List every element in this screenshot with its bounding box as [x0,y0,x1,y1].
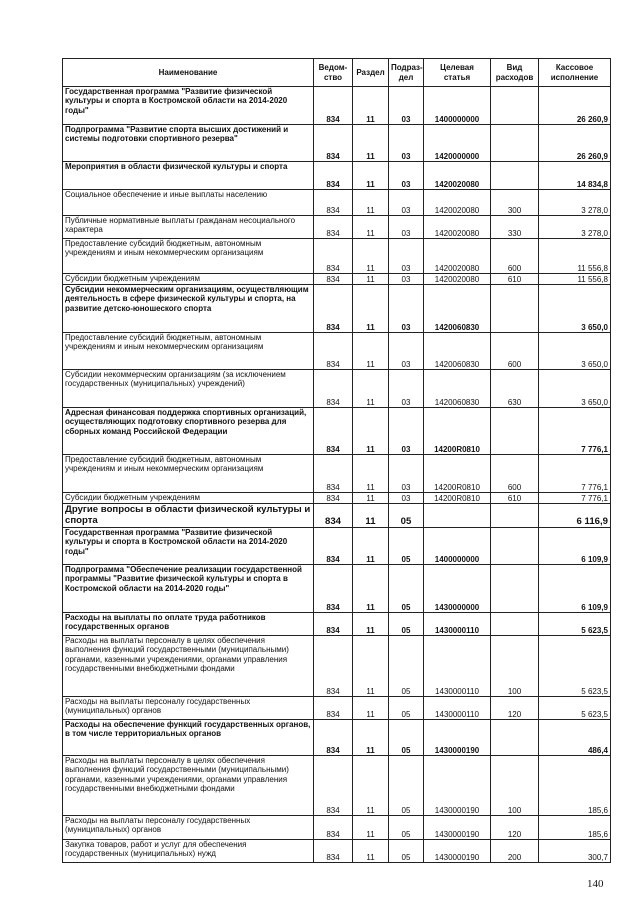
row-subsection: 03 [389,87,424,125]
table-row [63,216,611,239]
row-type: 120 [491,816,539,840]
row-dept: 834 [314,613,353,636]
row-section: 11 [353,504,389,528]
row-dept: 834 [314,125,353,162]
row-type: 600 [491,455,539,493]
row-subsection: 03 [389,285,424,333]
row-name: Подпрограмма "Обеспечение реализации государственной программы "Развитие физической культуры и спорта в Костромской области на 2014-2020 годы" [63,565,314,613]
table-row [63,190,611,216]
row-type: 200 [491,840,539,863]
row-subsection: 05 [389,697,424,720]
row-section: 11 [353,756,389,816]
row-name: Расходы на выплаты персоналу в целях обеспечения выполнения функций государственными (муниципальными) органами, казенными учреждениями, органами управления государственными внебюджетными фондами [63,636,314,697]
row-cash: 6 109,9 [539,528,611,565]
row-cash: 5 623,5 [539,697,611,720]
row-type [491,565,539,613]
row-target: 1430000000 [424,565,491,613]
row-target: 14200R0810 [424,408,491,455]
row-subsection: 05 [389,636,424,697]
table-row [63,162,611,190]
row-subsection: 05 [389,756,424,816]
row-target: 1400000000 [424,87,491,125]
row-cash: 3 650,0 [539,333,611,370]
row-subsection: 05 [389,528,424,565]
row-cash: 3 278,0 [539,216,611,239]
row-name: Публичные нормативные выплаты гражданам несоциального характера [63,216,314,239]
row-type [491,613,539,636]
table-row [63,636,611,697]
row-subsection: 03 [389,162,424,190]
header-dept: Ведом-ство [314,59,353,87]
table-row [63,504,611,528]
row-name: Субсидии бюджетным учреждениям [63,493,314,504]
row-dept: 834 [314,87,353,125]
table-row [63,816,611,840]
row-cash: 486,4 [539,720,611,756]
row-dept: 834 [314,840,353,863]
row-dept: 834 [314,565,353,613]
row-target: 1430000110 [424,636,491,697]
row-target: 1420020080 [424,239,491,274]
page-number: 140 [587,878,604,890]
row-type [491,720,539,756]
row-name: Расходы на выплаты персоналу государственных (муниципальных) органов [63,816,314,840]
table-row [63,565,611,613]
row-type [491,162,539,190]
row-target: 1420020080 [424,190,491,216]
row-target: 1420060830 [424,333,491,370]
row-name: Государственная программа "Развитие физической культуры и спорта в Костромской области на 2014-2020 годы" [63,87,314,125]
row-name: Расходы на выплаты персоналу государственных (муниципальных) органов [63,697,314,720]
table-row [63,720,611,756]
table-row [63,455,611,493]
row-section: 11 [353,190,389,216]
row-dept: 834 [314,239,353,274]
row-type [491,528,539,565]
row-section: 11 [353,370,389,408]
table-row [63,697,611,720]
row-cash: 5 623,5 [539,636,611,697]
row-dept: 834 [314,493,353,504]
row-section: 11 [353,333,389,370]
row-type: 600 [491,239,539,274]
row-cash: 11 556,8 [539,239,611,274]
row-section: 11 [353,613,389,636]
row-subsection: 05 [389,504,424,528]
row-dept: 834 [314,816,353,840]
row-target [424,504,491,528]
row-name: Предоставление субсидий бюджетным, автономным учреждениям и иным некоммерческим организациям [63,239,314,274]
row-dept: 834 [314,370,353,408]
row-subsection: 03 [389,408,424,455]
row-name: Расходы на обеспечение функций государственных органов, в том числе территориальных органов [63,720,314,756]
row-subsection: 03 [389,370,424,408]
row-name: Закупка товаров, работ и услуг для обеспечения государственных (муниципальных) нужд [63,840,314,863]
row-subsection: 05 [389,840,424,863]
row-name: Подпрограмма "Развитие спорта высших достижений и системы подготовки спортивного резерва" [63,125,314,162]
header-target: Целевая статья [424,59,491,87]
row-name: Другие вопросы в области физической культуры и спорта [63,504,314,528]
row-dept: 834 [314,216,353,239]
row-name: Государственная программа "Развитие физической культуры и спорта в Костромской области на 2014-2020 годы" [63,528,314,565]
table-row [63,239,611,274]
row-name: Субсидии некоммерческим организациям, осуществляющим деятельность в сфере физической культуры и спорта, на развитие детско-юношеского спорта [63,285,314,333]
row-section: 11 [353,493,389,504]
table-row [63,840,611,863]
row-type: 610 [491,274,539,285]
row-target: 1420000000 [424,125,491,162]
row-type: 120 [491,697,539,720]
table-row [63,333,611,370]
table-row [63,408,611,455]
row-dept: 834 [314,162,353,190]
row-section: 11 [353,87,389,125]
header-subsection: Подраз-дел [389,59,424,87]
row-target: 1400000000 [424,528,491,565]
row-section: 11 [353,274,389,285]
row-type: 630 [491,370,539,408]
row-name: Адресная финансовая поддержка спортивных организаций, осуществляющих подготовку спортивного резерва для сборных команд Российской Федерации [63,408,314,455]
row-section: 11 [353,125,389,162]
header-name: Наименование [63,59,314,87]
row-target: 14200R0810 [424,455,491,493]
row-section: 11 [353,216,389,239]
row-name: Субсидии бюджетным учреждениям [63,274,314,285]
row-subsection: 03 [389,333,424,370]
row-type: 610 [491,493,539,504]
row-section: 11 [353,697,389,720]
row-dept: 834 [314,408,353,455]
table-row [63,125,611,162]
row-target: 1430000190 [424,840,491,863]
row-subsection: 03 [389,274,424,285]
row-name: Мероприятия в области физической культуры и спорта [63,162,314,190]
table-row [63,285,611,333]
header-type: Вид расходов [491,59,539,87]
row-type: 100 [491,756,539,816]
row-dept: 834 [314,697,353,720]
row-subsection: 05 [389,613,424,636]
row-name: Предоставление субсидий бюджетным, автономным учреждениям и иным некоммерческим организациям [63,333,314,370]
row-type [491,285,539,333]
row-type [491,408,539,455]
row-name: Расходы на выплаты по оплате труда работников государственных органов [63,613,314,636]
row-section: 11 [353,636,389,697]
table-row [63,493,611,504]
row-dept: 834 [314,455,353,493]
row-dept: 834 [314,720,353,756]
row-dept: 834 [314,285,353,333]
row-target: 14200R0810 [424,493,491,504]
row-cash: 185,6 [539,756,611,816]
row-type: 100 [491,636,539,697]
row-cash: 6 109,9 [539,565,611,613]
row-dept: 834 [314,190,353,216]
table-body [63,87,611,863]
row-type [491,87,539,125]
row-subsection: 05 [389,720,424,756]
row-subsection: 03 [389,216,424,239]
table-row [63,274,611,285]
row-target: 1430000190 [424,816,491,840]
row-cash: 3 650,0 [539,370,611,408]
row-type [491,125,539,162]
row-type: 600 [491,333,539,370]
row-dept: 834 [314,756,353,816]
row-type: 300 [491,190,539,216]
table-row [63,756,611,816]
row-name: Субсидии некоммерческим организациям (за исключением государственных (муниципальных) учреждений) [63,370,314,408]
row-section: 11 [353,455,389,493]
table-row [63,613,611,636]
row-subsection: 05 [389,816,424,840]
row-cash: 185,6 [539,816,611,840]
row-target: 1420020080 [424,216,491,239]
row-cash: 3 650,0 [539,285,611,333]
row-section: 11 [353,528,389,565]
row-target: 1430000190 [424,720,491,756]
row-target: 1420060830 [424,285,491,333]
table-row [63,87,611,125]
row-dept: 834 [314,333,353,370]
row-cash: 7 776,1 [539,493,611,504]
row-subsection: 03 [389,493,424,504]
row-section: 11 [353,408,389,455]
row-target: 1430000110 [424,613,491,636]
row-dept: 834 [314,528,353,565]
row-name: Предоставление субсидий бюджетным, автономным учреждениям и иным некоммерческим организациям [63,455,314,493]
row-cash: 5 623,5 [539,613,611,636]
row-cash: 300,7 [539,840,611,863]
row-target: 1420020080 [424,162,491,190]
row-cash: 11 556,8 [539,274,611,285]
row-section: 11 [353,840,389,863]
row-subsection: 03 [389,190,424,216]
table-header-row [63,59,611,87]
row-section: 11 [353,239,389,274]
header-cash: Кассовое исполнение [539,59,611,87]
row-type: 330 [491,216,539,239]
row-target: 1420020080 [424,274,491,285]
table-row [63,528,611,565]
row-subsection: 03 [389,455,424,493]
row-dept: 834 [314,504,353,528]
row-subsection: 03 [389,125,424,162]
row-target: 1430000190 [424,756,491,816]
row-dept: 834 [314,636,353,697]
row-section: 11 [353,720,389,756]
row-cash: 7 776,1 [539,455,611,493]
row-dept: 834 [314,274,353,285]
row-cash: 3 278,0 [539,190,611,216]
row-section: 11 [353,816,389,840]
budget-table [62,58,611,863]
row-cash: 14 834,8 [539,162,611,190]
row-type [491,504,539,528]
header-section: Раздел [353,59,389,87]
row-subsection: 05 [389,565,424,613]
row-name: Социальное обеспечение и иные выплаты населению [63,190,314,216]
table-row [63,370,611,408]
row-target: 1430000110 [424,697,491,720]
row-section: 11 [353,162,389,190]
row-target: 1420060830 [424,370,491,408]
row-cash: 6 116,9 [539,504,611,528]
row-subsection: 03 [389,239,424,274]
row-name: Расходы на выплаты персоналу в целях обеспечения выполнения функций государственными (муниципальными) органами, казенными учреждениями, органами управления государственными внебюджетными фондами [63,756,314,816]
row-section: 11 [353,565,389,613]
row-cash: 26 260,9 [539,87,611,125]
row-cash: 26 260,9 [539,125,611,162]
row-section: 11 [353,285,389,333]
row-cash: 7 776,1 [539,408,611,455]
